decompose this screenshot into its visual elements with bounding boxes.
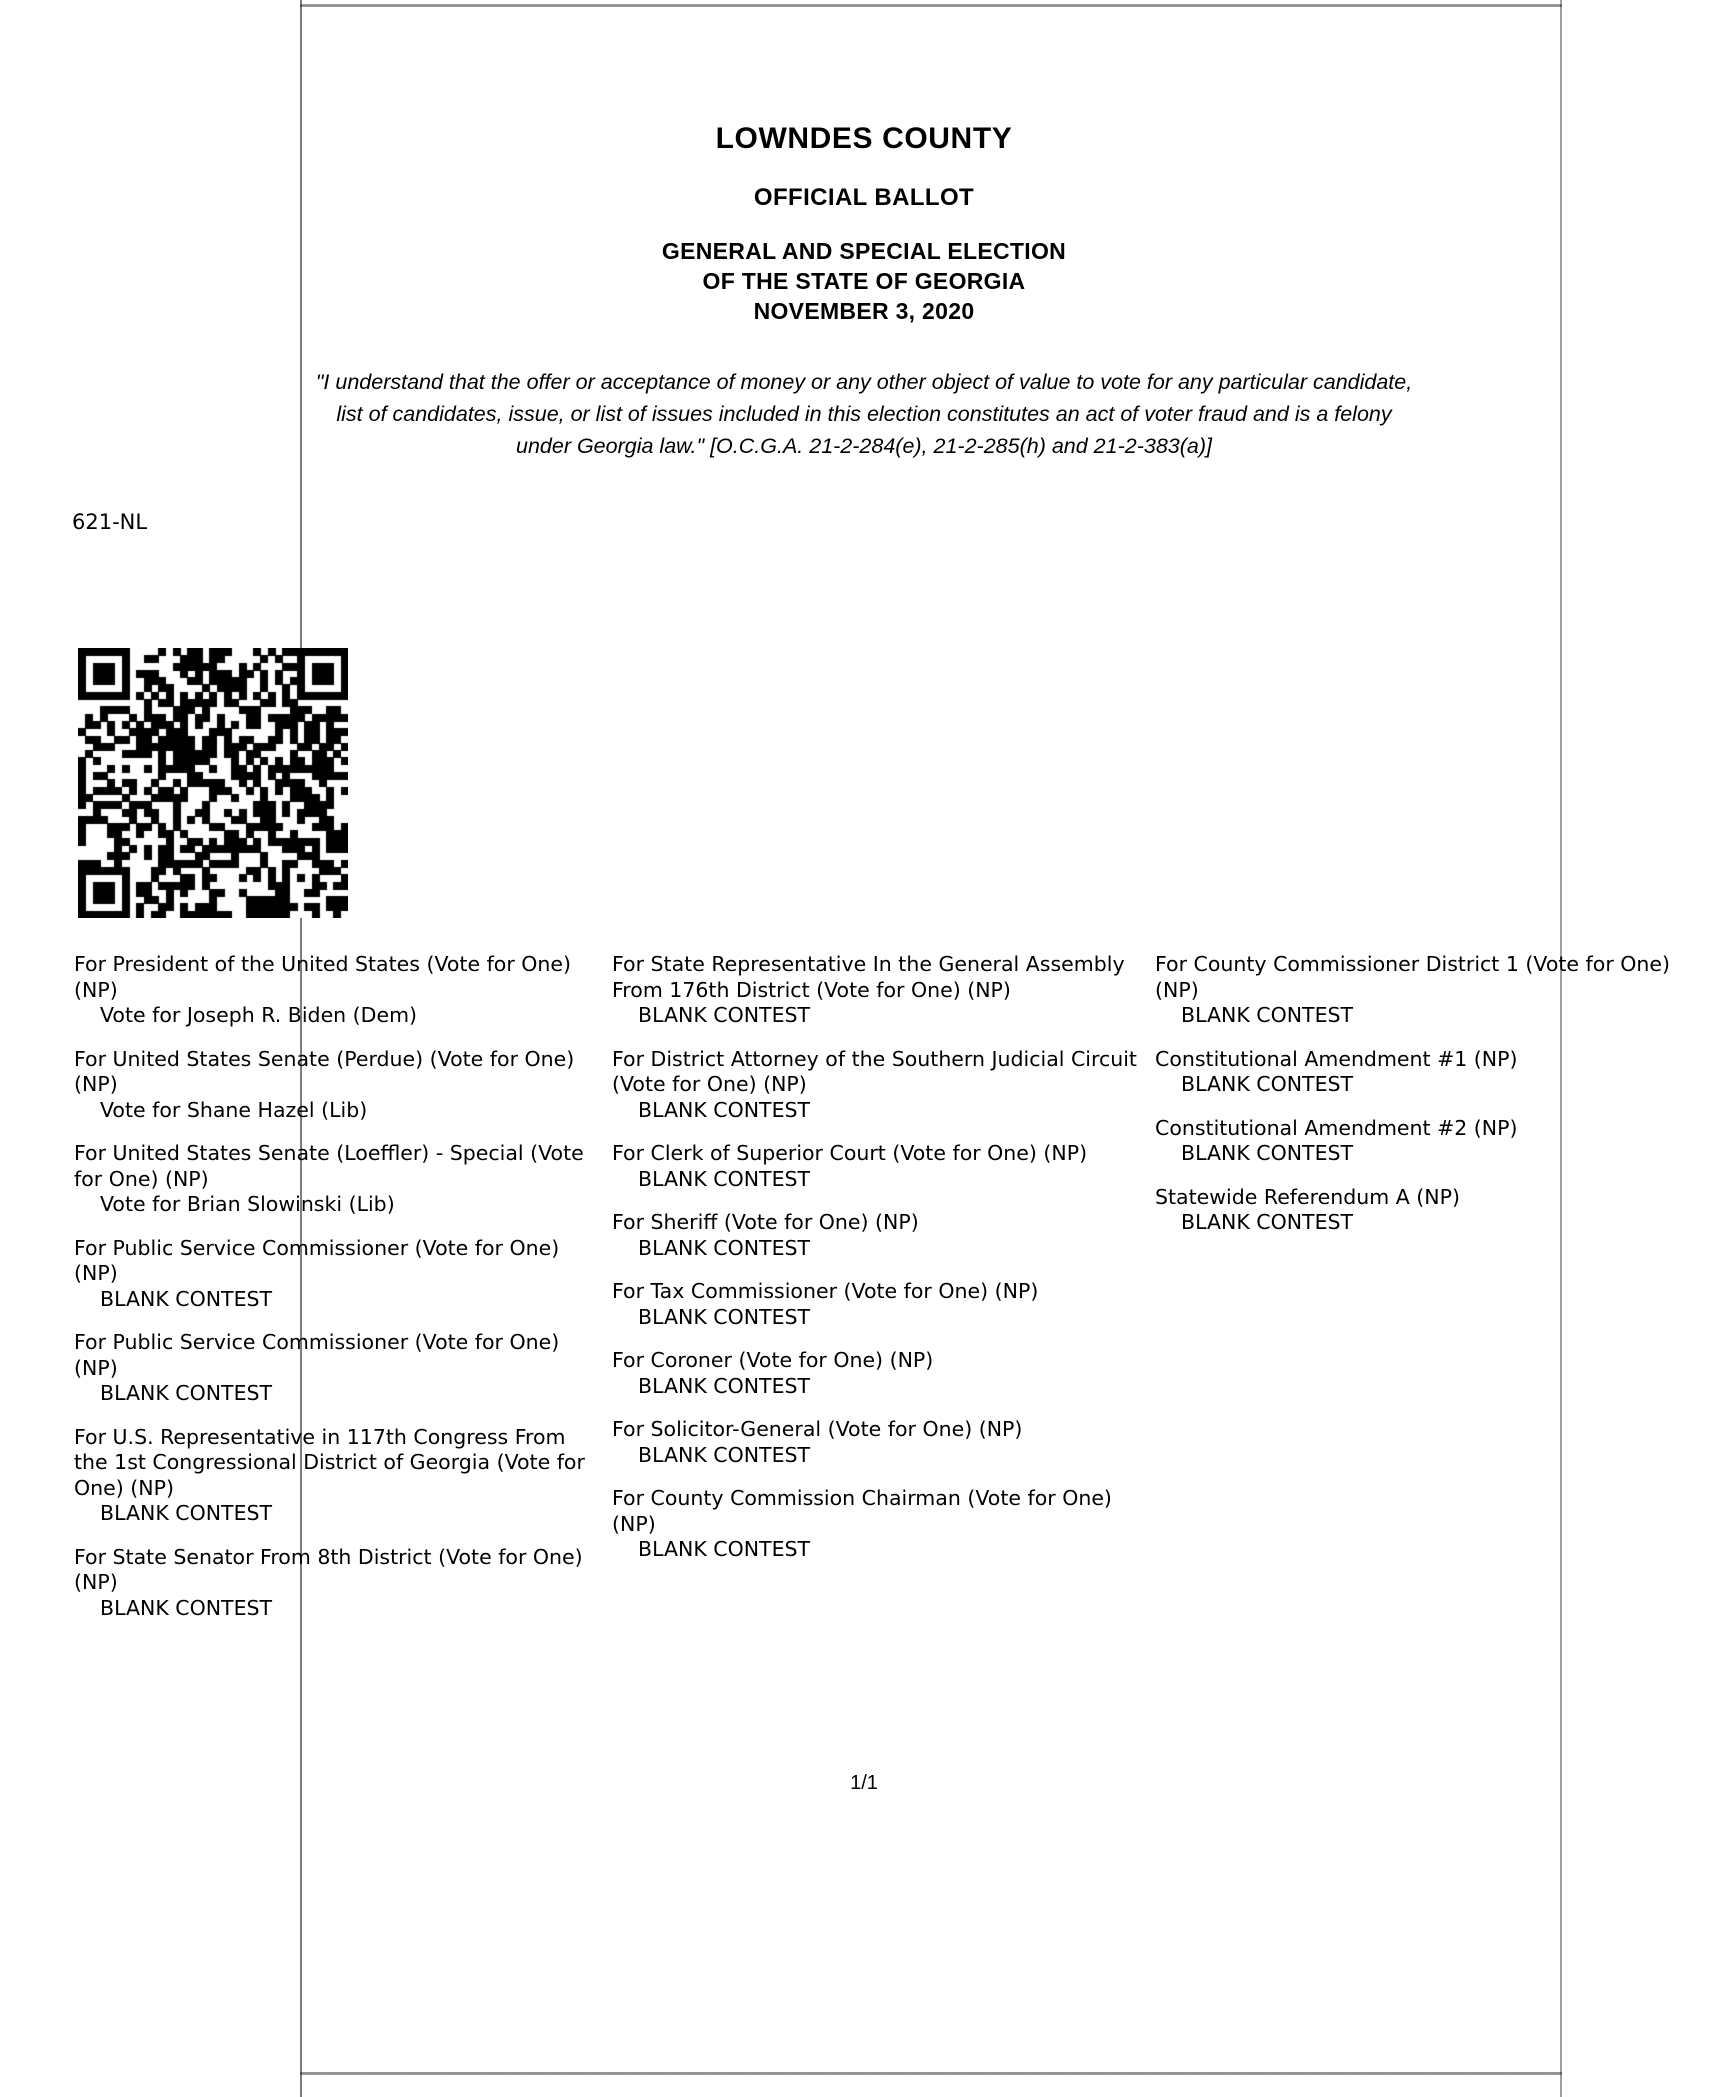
election-date: NOVEMBER 3, 2020 bbox=[753, 298, 975, 324]
contest-block bbox=[74, 1047, 586, 1124]
contest-block bbox=[74, 952, 586, 1029]
contest-title: For State Senator From 8th District (Vote for One) (NP) bbox=[74, 1544, 583, 1594]
contest-block bbox=[612, 1210, 1152, 1261]
contest-column-3 bbox=[1155, 952, 1675, 1254]
contest-title: Statewide Referendum A (NP) bbox=[1155, 1184, 1460, 1209]
blank-contest-label: BLANK CONTEST bbox=[638, 1235, 811, 1260]
blank-contest-label: BLANK CONTEST bbox=[638, 1304, 811, 1329]
contest-title: For Tax Commissioner (Vote for One) (NP) bbox=[612, 1279, 1039, 1303]
contest-title: For Public Service Commissioner (Vote for One) (NP) bbox=[74, 1330, 560, 1380]
contest-block bbox=[1155, 1047, 1675, 1098]
qr-code-icon bbox=[78, 648, 348, 918]
oath-line-2: list of candidates, issue, or list of issues included in this election constitutes an act of voter fraud and is a felony bbox=[336, 402, 1392, 426]
contest-block bbox=[1155, 952, 1675, 1029]
contest-title: For State Representative In the General Assembly From 176th District (Vote for One) (NP) bbox=[612, 952, 1125, 1002]
contest-block bbox=[612, 1279, 1152, 1330]
contest-title: Constitutional Amendment #1 (NP) bbox=[1155, 1046, 1518, 1071]
page-number: 1/1 bbox=[850, 1772, 878, 1794]
blank-contest-label: BLANK CONTEST bbox=[1181, 1003, 1354, 1027]
contest-block bbox=[74, 1236, 586, 1313]
contest-block bbox=[612, 1348, 1152, 1399]
contest-block bbox=[1155, 1185, 1675, 1236]
contest-block bbox=[612, 1486, 1152, 1563]
contest-title: Constitutional Amendment #2 (NP) bbox=[1155, 1115, 1518, 1140]
blank-contest-label: BLANK CONTEST bbox=[638, 1442, 811, 1467]
blank-contest-label: BLANK CONTEST bbox=[1181, 1210, 1354, 1234]
blank-contest-label: BLANK CONTEST bbox=[638, 1537, 811, 1561]
contest-block bbox=[74, 1330, 586, 1407]
ballot-type-title: OFFICIAL BALLOT bbox=[753, 184, 975, 211]
contest-title: For Clerk of Superior Court (Vote for One) (NP) bbox=[612, 1141, 1088, 1165]
contest-title: For County Commission Chairman (Vote for One) (NP) bbox=[612, 1486, 1112, 1536]
contest-columns bbox=[0, 952, 1728, 1692]
contest-title: For President of the United States (Vote for One) (NP) bbox=[74, 952, 572, 1002]
contest-block bbox=[612, 1047, 1152, 1124]
blank-contest-label: BLANK CONTEST bbox=[638, 1373, 811, 1398]
contest-column-2 bbox=[612, 952, 1152, 1581]
election-title-line-1: GENERAL AND SPECIAL ELECTION bbox=[661, 238, 1067, 264]
contest-column-1 bbox=[74, 952, 586, 1639]
blank-contest-label: BLANK CONTEST bbox=[100, 1501, 273, 1525]
blank-contest-label: BLANK CONTEST bbox=[100, 1286, 273, 1311]
contest-title: For District Attorney of the Southern Judicial Circuit (Vote for One) (NP) bbox=[612, 1046, 1137, 1096]
contest-title: For United States Senate (Perdue) (Vote for One) (NP) bbox=[74, 1046, 575, 1096]
blank-contest-label: BLANK CONTEST bbox=[100, 1595, 273, 1620]
contest-title: For Coroner (Vote for One) (NP) bbox=[612, 1348, 934, 1372]
contest-block bbox=[74, 1425, 586, 1527]
blank-contest-label: BLANK CONTEST bbox=[100, 1381, 273, 1405]
blank-contest-label: BLANK CONTEST bbox=[1181, 1072, 1354, 1096]
contest-block bbox=[74, 1141, 586, 1218]
contest-block bbox=[612, 1417, 1152, 1468]
oath-line-3: under Georgia law." [O.C.G.A. 21-2-284(e), 21-2-285(h) and 21-2-383(a)] bbox=[516, 434, 1212, 458]
ballot-style-id: 621-NL bbox=[72, 510, 148, 534]
contest-block bbox=[74, 1545, 586, 1622]
contest-title: For United States Senate (Loeffler) - Special (Vote for One) (NP) bbox=[74, 1141, 584, 1191]
contest-selection: Vote for Shane Hazel (Lib) bbox=[100, 1097, 368, 1122]
contest-block bbox=[612, 952, 1152, 1029]
blank-contest-label: BLANK CONTEST bbox=[638, 1166, 811, 1191]
blank-contest-label: BLANK CONTEST bbox=[1181, 1141, 1354, 1165]
contest-block bbox=[612, 1141, 1152, 1192]
voter-oath-statement bbox=[76, 366, 1652, 462]
contest-block bbox=[1155, 1116, 1675, 1167]
contest-title: For U.S. Representative in 117th Congress From the 1st Congressional District of Georgia (Vote for One) (NP) bbox=[74, 1424, 585, 1500]
contest-selection: Vote for Brian Slowinski (Lib) bbox=[100, 1192, 395, 1216]
contest-title: For Public Service Commissioner (Vote for One) (NP) bbox=[74, 1235, 560, 1285]
contest-selection: Vote for Joseph R. Biden (Dem) bbox=[100, 1003, 418, 1027]
election-title bbox=[0, 236, 1728, 326]
contest-title: For Sheriff (Vote for One) (NP) bbox=[612, 1210, 919, 1234]
oath-line-1: "I understand that the offer or acceptance of money or any other object of value to vote for any particular candidate, bbox=[315, 370, 1413, 394]
contest-title: For Solicitor-General (Vote for One) (NP) bbox=[612, 1417, 1023, 1441]
blank-contest-label: BLANK CONTEST bbox=[638, 1097, 811, 1122]
blank-contest-label: BLANK CONTEST bbox=[638, 1003, 811, 1027]
contest-title: For County Commissioner District 1 (Vote for One) (NP) bbox=[1155, 952, 1671, 1002]
election-title-line-2: OF THE STATE OF GEORGIA bbox=[702, 268, 1026, 294]
county-title: LOWNDES COUNTY bbox=[715, 122, 1013, 155]
